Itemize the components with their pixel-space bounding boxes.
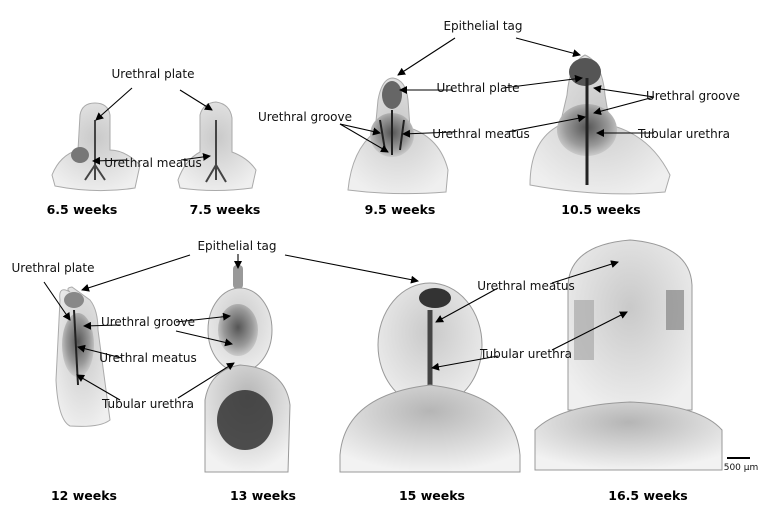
age-9-5-weeks: 9.5 weeks [364,202,436,217]
label-urethral-meatus-6-5-7-5: Urethral meatus [104,156,202,170]
age-12-weeks: 12 weeks [50,488,118,503]
annotation-arrows [44,38,654,400]
label-urethral-meatus-12-13: Urethral meatus [99,351,197,365]
label-urethral-plate-6-5-7-5: Urethral plate [111,67,195,81]
label-tubular-urethra-12-13: Tubular urethra [101,397,195,411]
label-urethral-meatus-15: Urethral meatus [477,279,575,293]
label-urethral-groove-10-5: Urethral groove [645,89,741,103]
label-epithelial-tag-9-5-10-5: Epithelial tag [443,19,523,33]
age-13-weeks: 13 weeks [229,488,297,503]
label-urethral-meatus-9-5-10-5: Urethral meatus [432,127,530,141]
specimen-15-weeks [340,283,520,472]
specimen-7-5-weeks [178,102,256,191]
specimen-10-5-weeks [530,55,670,194]
label-urethral-groove-12-13: Urethral groove [100,315,196,329]
label-urethral-plate-12: Urethral plate [11,261,95,275]
label-tubular-urethra-15: Tubular urethra [479,347,573,361]
age-15-weeks: 15 weeks [398,488,466,503]
specimen-6-5-weeks [52,103,140,191]
scale-bar-label: 500 µm [723,463,759,473]
age-16-5-weeks: 16.5 weeks [608,488,688,503]
specimen-13-weeks [205,265,290,472]
label-urethral-groove-9-5: Urethral groove [257,110,353,124]
age-6-5-weeks: 6.5 weeks [46,202,118,217]
age-10-5-weeks: 10.5 weeks [561,202,641,217]
label-epithelial-tag-bottom: Epithelial tag [197,239,277,253]
age-7-5-weeks: 7.5 weeks [189,202,261,217]
label-urethral-plate-9-5-10-5: Urethral plate [436,81,520,95]
label-tubular-urethra-10-5: Tubular urethra [637,127,731,141]
